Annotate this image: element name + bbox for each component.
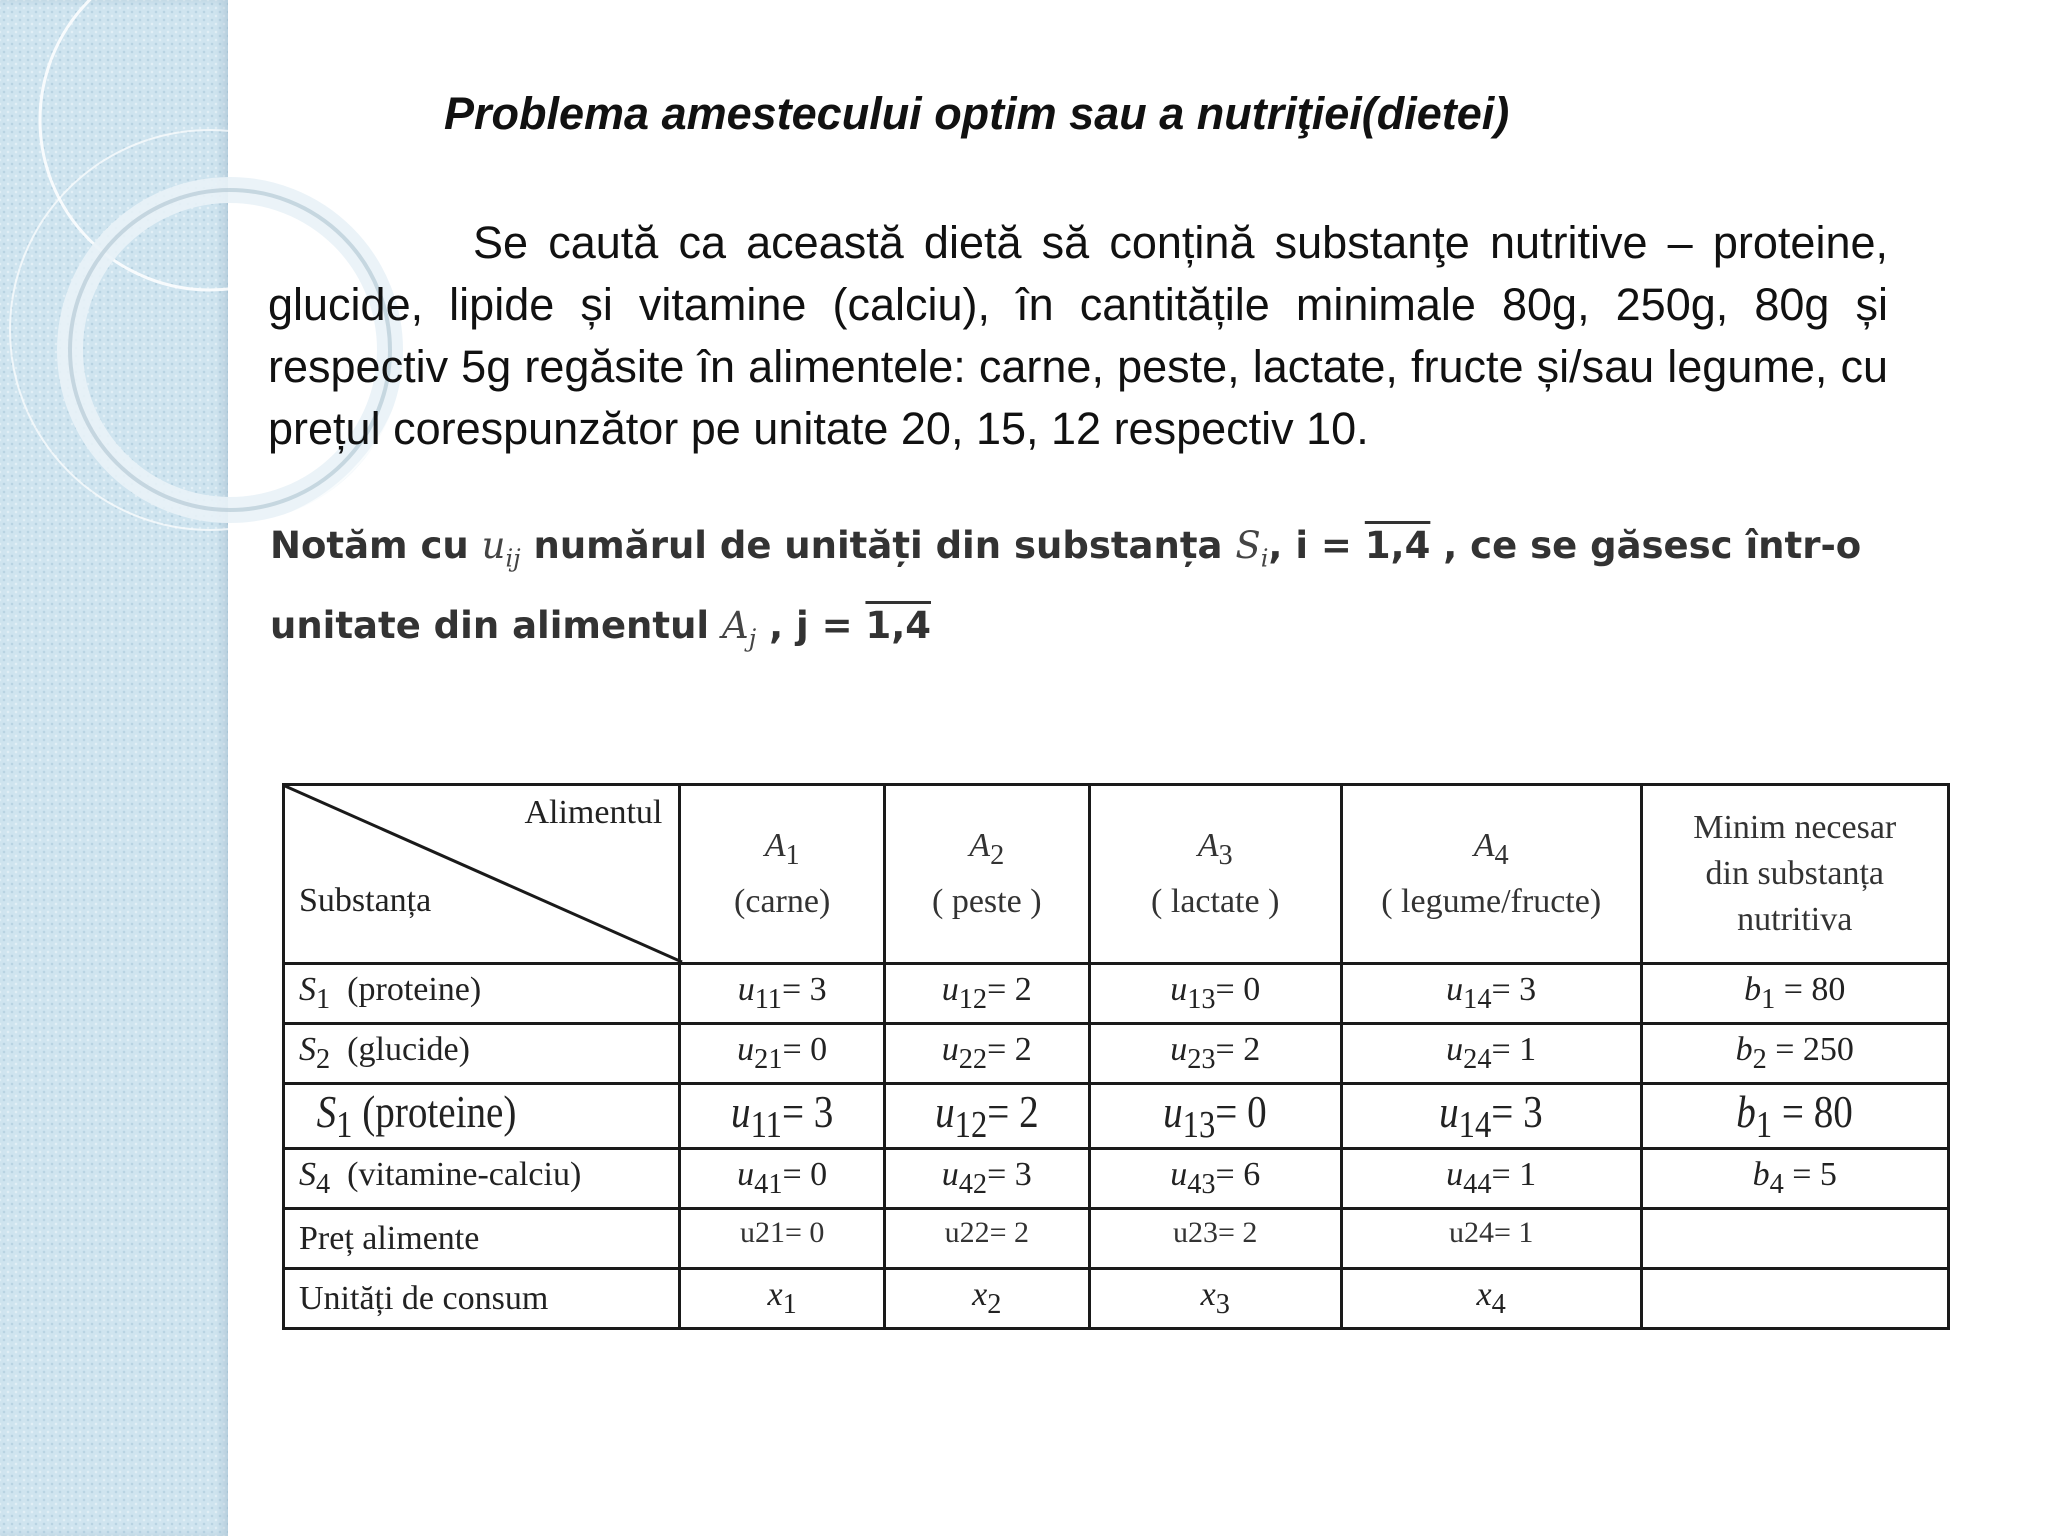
notation-range-i: 1,4 [1364, 524, 1431, 567]
notation-statement [270, 512, 1890, 673]
cell-sub: 4 [1769, 1169, 1784, 1201]
nutrition-table [282, 783, 1950, 1330]
table-row [284, 1149, 1949, 1209]
row-label [284, 1149, 680, 1209]
price-ghost-text: u24= 1 [1448, 1215, 1534, 1249]
table-cell [884, 1084, 1089, 1149]
units-row [284, 1269, 1949, 1329]
table-cell [680, 1149, 885, 1209]
cell-var: x [1476, 1276, 1492, 1314]
cell-var: u [1446, 971, 1464, 1009]
notation-range-j: 1,4 [865, 604, 931, 648]
row-label [284, 1084, 680, 1149]
units-cell [884, 1269, 1089, 1329]
cell-sub: 13 [1183, 1104, 1216, 1147]
table-cell [1089, 1024, 1341, 1084]
cell-sub: 42 [958, 1169, 988, 1201]
cell-value: = 80 [1775, 971, 1846, 1009]
cell-var: u [1170, 1031, 1188, 1069]
minimum-cell [1641, 1024, 1949, 1084]
header-symbol: A [1473, 827, 1495, 865]
cell-var: u [1446, 1156, 1464, 1194]
table-row [284, 964, 1949, 1024]
table-cell [1089, 1084, 1341, 1149]
cell-value: = 80 [1772, 1086, 1854, 1137]
cell-var: u [737, 1156, 755, 1194]
price-cell [1089, 1209, 1341, 1269]
corner-label-aliment: Alimentul [524, 794, 663, 831]
decorative-circles [0, 0, 240, 560]
cell-var: b [1752, 1156, 1770, 1194]
cell-sub: 2 [1752, 1043, 1767, 1075]
row-subscript: 1 [336, 1104, 353, 1147]
slide-title: Problema amestecului optim sau a nutriţiei(dietei) [444, 88, 1510, 139]
minimum-cell [1641, 1084, 1949, 1149]
header-line: din substanța [1705, 855, 1884, 892]
header-aliment-1 [680, 785, 885, 964]
cell-var: b [1735, 1031, 1753, 1069]
table-cell [680, 1084, 885, 1149]
header-name: ( peste ) [932, 882, 1042, 920]
cell-sub: 24 [1463, 1043, 1492, 1075]
table-row [284, 1084, 1949, 1149]
row-subscript: 1 [316, 983, 331, 1015]
cell-var: u [731, 1086, 751, 1137]
row-name: (proteine) [362, 1086, 517, 1137]
cell-sub: 4 [1491, 1289, 1506, 1321]
cell-value: = 3 [781, 1086, 834, 1137]
price-ghost-text: u21= 0 [739, 1215, 825, 1249]
cell-var: u [737, 1031, 755, 1069]
cell-value: = 5 [1783, 1156, 1837, 1194]
table-cell [680, 1024, 885, 1084]
cell-var: u [941, 971, 959, 1009]
header-minimum-required [1641, 785, 1949, 964]
cell-sub: 14 [1463, 983, 1492, 1015]
cell-value: = 250 [1766, 1031, 1854, 1069]
cell-sub: 41 [754, 1169, 783, 1201]
cell-value: = 2 [987, 1086, 1039, 1137]
row-symbol: S [299, 971, 316, 1009]
notation-part3: , i = [1268, 524, 1365, 567]
table-corner-cell [284, 785, 680, 964]
header-aliment-4 [1341, 785, 1641, 964]
header-subscript: 4 [1494, 839, 1509, 871]
cell-value: = 2 [987, 1031, 1032, 1069]
cell-sub: 1 [1756, 1104, 1773, 1147]
cell-sub: 11 [750, 1104, 782, 1147]
table-cell [1341, 1084, 1641, 1149]
price-label: Preț alimente [284, 1209, 680, 1269]
notation-sub-i: i [1260, 544, 1269, 573]
notation-sub-ij: ij [505, 544, 521, 573]
notation-part4: , ce se găsesc într-o unitate din alimentul [270, 524, 1862, 648]
cell-sub: 12 [954, 1104, 988, 1147]
header-aliment-3 [1089, 785, 1341, 964]
cell-var: u [1446, 1031, 1464, 1069]
cell-sub: 21 [754, 1043, 783, 1075]
corner-label-substanta: Substanța [299, 882, 432, 919]
cell-var: x [1200, 1276, 1216, 1314]
cell-var: u [935, 1086, 955, 1137]
cell-sub: 13 [1187, 983, 1216, 1015]
table-cell [1089, 964, 1341, 1024]
row-symbol: S [299, 1031, 316, 1069]
cell-sub: 1 [1761, 983, 1776, 1015]
cell-sub: 12 [958, 983, 988, 1015]
header-subscript: 1 [785, 839, 800, 871]
row-label [284, 964, 680, 1024]
row-symbol: S [316, 1086, 337, 1137]
cell-value: = 0 [1215, 1086, 1267, 1137]
notation-var-u: u [481, 524, 506, 567]
row-name: (vitamine-calciu) [347, 1156, 582, 1194]
header-aliment-2 [884, 785, 1089, 964]
header-name: ( legume/fructe) [1381, 882, 1602, 920]
cell-var: u [1170, 971, 1188, 1009]
cell-sub: 1 [782, 1289, 797, 1321]
notation-part5: , j = [756, 604, 866, 648]
table-cell [680, 964, 885, 1024]
cell-value: = 3 [1491, 971, 1537, 1009]
cell-var: x [972, 1276, 988, 1314]
cell-value: = 0 [782, 1031, 828, 1069]
units-cell [680, 1269, 885, 1329]
cell-value: = 3 [781, 971, 827, 1009]
notation-sub-j: j [748, 624, 757, 653]
cell-sub: 44 [1463, 1169, 1492, 1201]
cell-sub: 43 [1187, 1169, 1216, 1201]
units-label: Unități de consum [284, 1269, 680, 1329]
table-cell [1341, 964, 1641, 1024]
header-line: Minim necesar [1693, 809, 1897, 846]
notation-part1: Notăm cu [270, 524, 482, 567]
header-subscript: 2 [990, 839, 1005, 871]
units-cell [1641, 1269, 1949, 1329]
cell-var: u [941, 1031, 959, 1069]
price-ghost-text: u23= 2 [1173, 1215, 1258, 1249]
table-cell [1341, 1024, 1641, 1084]
notation-var-s: S [1235, 524, 1261, 567]
header-line: nutritiva [1737, 901, 1853, 938]
table-cell [1341, 1149, 1641, 1209]
minimum-cell [1641, 964, 1949, 1024]
units-cell [1089, 1269, 1341, 1329]
cell-value: = 2 [1215, 1031, 1261, 1069]
header-name: (carne) [734, 882, 831, 920]
header-symbol: A [969, 827, 991, 865]
cell-sub: 23 [1187, 1043, 1216, 1075]
cell-sub: 14 [1458, 1104, 1492, 1147]
cell-value: = 3 [987, 1156, 1032, 1194]
cell-value: = 1 [1491, 1156, 1537, 1194]
price-cell [1641, 1209, 1949, 1269]
price-cell [680, 1209, 885, 1269]
price-cell [884, 1209, 1089, 1269]
cell-var: b [1736, 1086, 1757, 1137]
notation-var-a: A [722, 604, 749, 648]
price-row [284, 1209, 1949, 1269]
cell-var: x [767, 1276, 783, 1314]
cell-var: u [941, 1156, 959, 1194]
header-symbol: A [764, 827, 786, 865]
row-name: (proteine) [347, 971, 482, 1009]
cell-value: = 1 [1491, 1031, 1537, 1069]
paragraph-text: Se caută ca această dietă să conțină substanţe nutritive – proteine, glucide, lipide și vitamine (calciu), în cantitățile minimale 80g, 250g, 80g și respectiv 5g regăsite în alimentele: carne, peste, lactate, fructe și/sau legume, cu prețul corespunzător pe unitate 20, 15, 12 respectiv 10. [268, 217, 1888, 454]
row-label [284, 1024, 680, 1084]
notation-part2: numărul de unități din substanța [520, 524, 1236, 567]
row-name: (glucide) [347, 1031, 470, 1069]
cell-var: u [1439, 1086, 1459, 1137]
row-subscript: 2 [316, 1043, 331, 1075]
row-subscript: 4 [316, 1169, 331, 1201]
cell-sub: 2 [987, 1289, 1002, 1321]
cell-sub: 11 [754, 983, 782, 1015]
minimum-cell [1641, 1149, 1949, 1209]
row-symbol: S [299, 1156, 316, 1194]
table-row [284, 1024, 1949, 1084]
cell-value: = 0 [1215, 971, 1261, 1009]
cell-var: u [1163, 1086, 1184, 1137]
header-name: ( lactate ) [1151, 882, 1280, 920]
cell-var: b [1744, 971, 1762, 1009]
price-ghost-text: u22= 2 [944, 1215, 1029, 1249]
table-cell [884, 1024, 1089, 1084]
cell-value: = 2 [987, 971, 1032, 1009]
cell-var: u [1170, 1156, 1188, 1194]
cell-sub: 3 [1215, 1289, 1230, 1321]
cell-value: = 6 [1215, 1156, 1261, 1194]
header-symbol: A [1197, 827, 1219, 865]
table-cell [1089, 1149, 1341, 1209]
cell-var: u [737, 971, 755, 1009]
table-cell [884, 1149, 1089, 1209]
cell-value: = 0 [782, 1156, 828, 1194]
cell-sub: 22 [958, 1043, 988, 1075]
price-cell [1341, 1209, 1641, 1269]
cell-value: = 3 [1491, 1086, 1543, 1137]
table-header-row [284, 785, 1949, 964]
header-subscript: 3 [1218, 839, 1233, 871]
table-cell [884, 964, 1089, 1024]
problem-paragraph [268, 212, 1888, 460]
units-cell [1341, 1269, 1641, 1329]
